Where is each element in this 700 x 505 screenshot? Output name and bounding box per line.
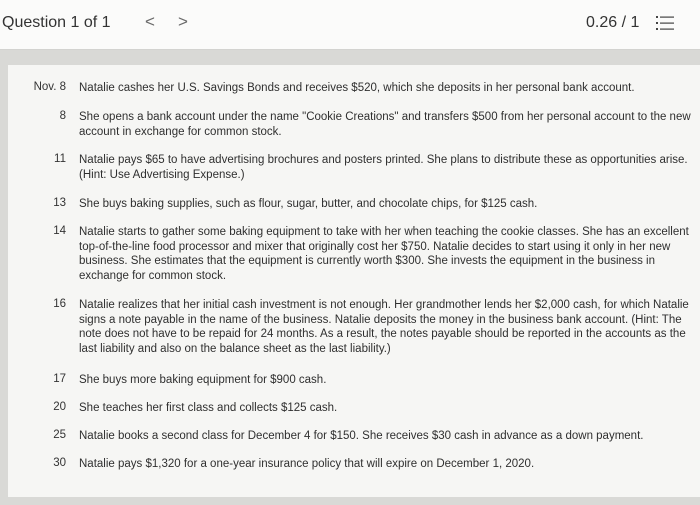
transaction-description: She buys more baking equipment for $900 cash. (79, 374, 327, 386)
transaction-description: She opens a bank account under the name "Cookie Creations" and transfers $500 from her personal account to the new account in exchange for common stock. (79, 111, 691, 138)
transaction-date: 17 (53, 373, 66, 385)
previous-question-button[interactable]: < (145, 12, 155, 31)
transaction-date: 8 (59, 110, 66, 122)
transactions-panel (8, 65, 700, 497)
transaction-date: 11 (54, 153, 66, 165)
list-icon[interactable] (655, 14, 675, 32)
transaction-date: Nov. 8 (33, 81, 66, 93)
question-counter: Question 1 of 1 (2, 14, 111, 31)
transaction-date: 30 (53, 457, 66, 469)
transaction-date: 16 (53, 298, 66, 310)
transaction-description: She buys baking supplies, such as flour, sugar, butter, and chocolate chips, for $125 cash. (79, 198, 538, 210)
transaction-date: 13 (53, 197, 66, 209)
transaction-description: Natalie pays $65 to have advertising brochures and posters printed. She plans to distribute these as opportunities arise. (Hint: Use Advertising Expense.) (79, 154, 688, 181)
transaction-description: Natalie realizes that her initial cash investment is not enough. Her grandmother lends her $2,000 cash, for which Natalie signs a note payable in the name of the business. Natalie deposits the money in the business bank account. (Hint: The note does not have to be repaid for 24 months. As a result, the notes payable should be reported in the accounts as the last liability and also on the balance sheet as the last liability.) (79, 299, 689, 355)
transaction-date: 20 (53, 401, 66, 413)
transaction-description: She teaches her first class and collects $125 cash. (79, 402, 338, 414)
transaction-description: Natalie books a second class for December 4 for $150. She receives $30 cash in advance as a down payment. (79, 430, 644, 442)
transaction-date: 25 (53, 429, 66, 441)
top-bar (0, 0, 700, 50)
next-question-button[interactable]: > (178, 12, 188, 31)
transaction-date: 14 (53, 225, 66, 237)
transaction-description: Natalie cashes her U.S. Savings Bonds and receives $520, which she deposits in her personal bank account. (79, 82, 635, 94)
transaction-description: Natalie pays $1,320 for a one-year insurance policy that will expire on December 1, 2020. (79, 458, 535, 470)
transaction-description: Natalie starts to gather some baking equipment to take with her when teaching the cookie classes. She has an excellent top-of-the-line food processor and mixer that originally cost her $750. Natalie decides to start using it only in her new business. She estimates that the equipment is currently worth $300. She invests the equipment in the business in exchange for common stock. (79, 226, 689, 282)
score-display: 0.26 / 1 (586, 14, 640, 31)
